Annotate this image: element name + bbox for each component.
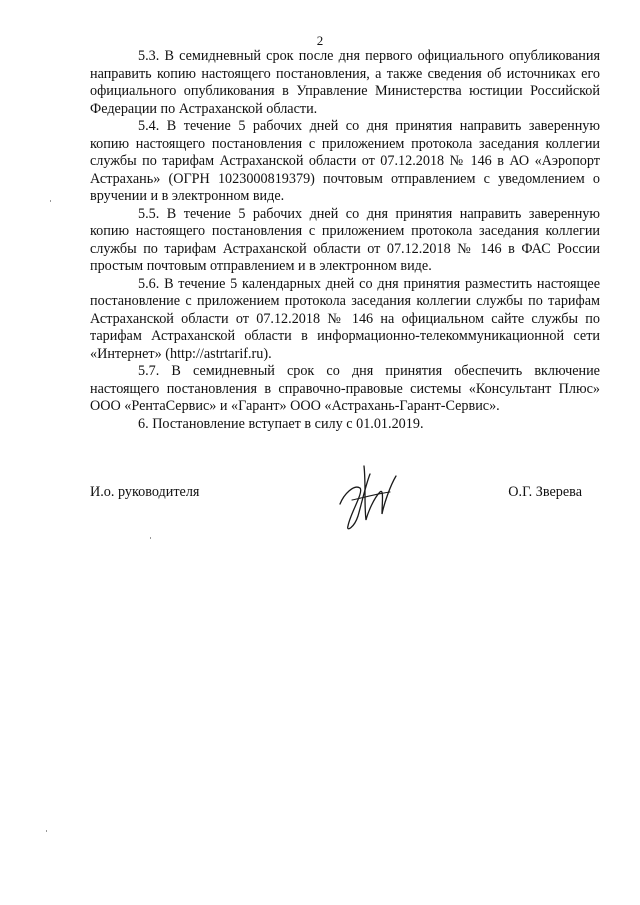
document-body [90, 48, 600, 433]
paragraph-5-4: 5.4. В течение 5 рабочих дней со дня принятия направить заверенную копию настоящего постановления с приложением протокола заседания коллегии службы по тарифам Астраханской области от 07.12.2018 № 146 в АО «Аэропорт Астрахань» (ОГРН 1023000819379) почтовым отправлением с уведомлением о вручении и в электронном виде. [90, 118, 600, 204]
paragraph-5-3: 5.3. В семидневный срок после дня первого официального опубликования направить копию настоящего постановления, а также сведения об источниках его официального опубликования в Управление Министерства юстиции Российской Федерации по Астраханской области. [90, 48, 600, 117]
signature-stroke-3 [352, 492, 390, 500]
page-number: 2 [316, 33, 324, 48]
paragraph-5-5: 5.5. В течение 5 рабочих дней со дня принятия направить заверенную копию настоящего постановления с приложением протокола заседания коллегии службы по тарифам Астраханской области от 07.12.2018 № 146 в ФАС России простым почтовым отправлением и в электронном виде. [90, 205, 600, 274]
paragraph-5-7: 5.7. В семидневный срок со дня принятия обеспечить включение настоящего постановления в справочно-правовые системы «Консультант Плюс» ООО «РентаСервис» и «Гарант» ООО «Астрахань-Гарант-Сервис». [90, 363, 600, 414]
scan-speck [46, 830, 47, 832]
scan-speck [50, 200, 51, 202]
handwritten-signature [330, 454, 410, 534]
paragraph-5-6: 5.6. В течение 5 календарных дней со дня принятия разместить настоящее постановление с приложением протокола заседания коллегии службы по тарифам Астраханской области от 07.12.2018 № 146 на официальном сайте службы по тарифам Астраханской области в информационно-телекоммуникационной сети «Интернет» (http://astrtarif.ru). [90, 275, 600, 362]
signatory-title: И.о. руководителя [90, 484, 200, 500]
signature-stroke-2 [364, 466, 396, 520]
scan-speck [150, 537, 151, 539]
signatory-name: О.Г. Зверева [508, 484, 582, 500]
paragraph-6: 6. Постановление вступает в силу с 01.01.2019. [138, 415, 424, 432]
